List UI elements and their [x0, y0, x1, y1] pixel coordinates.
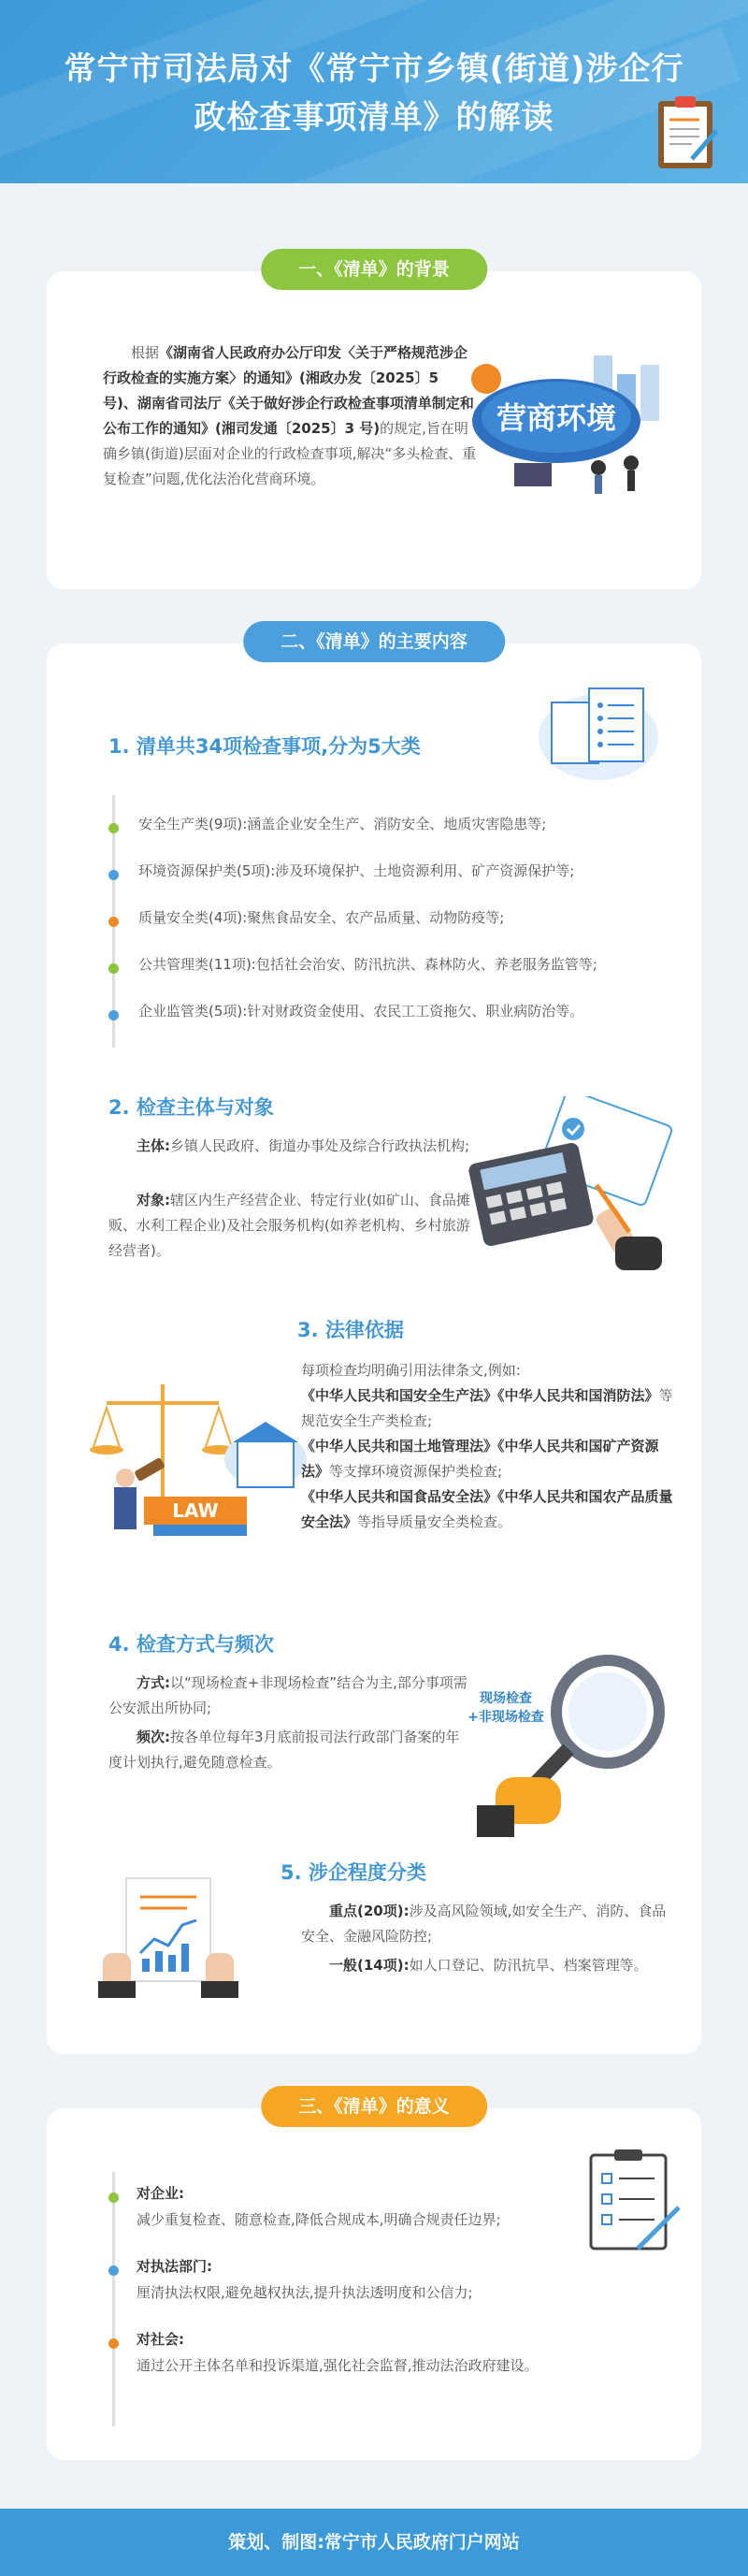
section-label-main-content: 二、《清单》的主要内容 [243, 621, 505, 662]
significance-bullet [108, 2338, 119, 2349]
significance-card [47, 2096, 701, 2460]
frequency-paragraph: 频次:按各单位每年3月底前报司法行政部门备案的年度计划执行,避免随意检查。 [108, 1729, 460, 1771]
category-item: 安全生产类(9项):涵盖企业安全生产、消防安全、地质灾害隐患等; [138, 816, 547, 832]
significance-bullet [108, 2192, 119, 2203]
significance-label-society: 对社会: [137, 2331, 184, 2348]
category-item: 公共管理类(11项):包括社会治安、防汛抗洪、森林防火、养老服务监管等; [138, 956, 597, 973]
report-chart-illustration [94, 1869, 243, 2000]
header-banner [0, 0, 748, 183]
significance-text-enterprise: 减少重复检查、随意检查,降低合规成本,明确合规责任边界; [137, 2211, 501, 2228]
category-bullet [108, 823, 119, 833]
law-book-text: LAW [172, 1499, 219, 1522]
key-category-paragraph: 重点(20项):涉及高风险领域,如安全生产、消防、食品安全、金融风险防控; [301, 1903, 667, 1945]
significance-text-enforcement: 厘清执法权限,避免越权执法,提升执法透明度和公信力; [137, 2284, 473, 2301]
background-card [47, 259, 701, 589]
background-paragraph: 根据《湖南省人民政府办公厅印发〈关于严格规范涉企行政检查的实施方案〉的通知》(湘政办发〔2025〕5 号)、湖南省司法厅《关于做好涉企行政检查事项清单制定和公布工作的通知》(湘司发通〔2025〕3 号)的规定,旨在明确乡镇(街道)层面对企业的行政检查事项,解决“多头检查、重复检查”问题,优化法治化营商环境。 [103, 344, 477, 487]
significance-label-enterprise: 对企业: [137, 2185, 184, 2202]
subsection-title-legal-basis: 3. 法律依据 [297, 1319, 404, 1341]
category-bullet [108, 963, 119, 974]
business-environment-illustration [458, 346, 673, 496]
object-paragraph: 对象:辖区内生产经营企业、特定行业(如矿山、食品摊贩、水利工程企业)及社会服务机构(如养老机构、乡村旅游经营者)。 [108, 1192, 470, 1259]
category-item: 质量安全类(4项):聚焦食品安全、农产品质量、动物防疫等; [138, 909, 505, 926]
category-bullet [108, 1010, 119, 1020]
page-title: 常宁市司法局对《常宁市乡镇(街道)涉企行政检查事项清单》的解读 [64, 51, 684, 137]
significance-label-enforcement: 对执法部门: [137, 2258, 212, 2275]
subsection-title-subject-object: 2. 检查主体与对象 [108, 1096, 274, 1119]
category-bullet [108, 870, 119, 880]
category-item: 企业监管类(5项):针对财政资金使用、农民工工资拖欠、职业病防治等。 [138, 1003, 584, 1020]
footer-credits: 策划、制图:常宁市人民政府门户网站 [0, 2509, 748, 2576]
method-paragraph: 方式:以“现场检查+非现场检查”结合为主,部分事项需公安派出所协同; [108, 1674, 468, 1716]
legal-basis-intro: 每项检查均明确引用法律条文,例如: [301, 1362, 521, 1379]
significance-bullet [108, 2265, 119, 2276]
subject-paragraph: 主体:乡镇人民政府、街道办事处及综合行政执法机构; [137, 1137, 470, 1154]
inspection-method-callout: 现场检查 +非现场检查 [468, 1691, 544, 1725]
document-list-illustration [533, 679, 664, 782]
clipboard-icon [654, 94, 720, 172]
general-category-paragraph: 一般(14项):如人口登记、防汛抗旱、档案管理等。 [329, 1957, 648, 1974]
category-item: 环境资源保护类(5项):涉及环境保护、土地资源利用、矿产资源保护等; [138, 862, 575, 879]
subsection-title-inspection-method: 4. 检查方式与频次 [108, 1633, 274, 1656]
significance-text-society: 通过公开主体名单和投诉渠道,强化社会监督,推动法治政府建设。 [137, 2357, 539, 2374]
main-content-card [47, 631, 701, 2054]
legal-basis-item: 《中华人民共和国食品安全法》《中华人民共和国农产品质量安全法》等指导质量安全类检查。 [301, 1488, 673, 1530]
category-bullet [108, 917, 119, 927]
section-label-background: 一、《清单》的背景 [261, 249, 487, 290]
subsection-title-classification: 5. 涉企程度分类 [280, 1861, 426, 1884]
magnifier-illustration [458, 1646, 683, 1843]
significance-list [108, 2172, 632, 2426]
calculator-illustration [466, 1096, 681, 1274]
section-label-significance: 三、《清单》的意义 [261, 2086, 487, 2127]
legal-basis-paragraph [301, 1358, 673, 1535]
subsection-title-categories: 1. 清单共34项检查事项,分为5大类 [108, 735, 421, 758]
category-list [108, 795, 688, 1048]
business-environment-text: 营商环境 [496, 400, 617, 436]
law-scale-illustration [88, 1375, 312, 1553]
legal-basis-item: 《中华人民共和国安全生产法》《中华人民共和国消防法》等规范安全生产类检查; [301, 1387, 673, 1429]
legal-basis-item: 《中华人民共和国土地管理法》《中华人民共和国矿产资源法》等支撑环境资源保护类检查; [301, 1438, 659, 1480]
